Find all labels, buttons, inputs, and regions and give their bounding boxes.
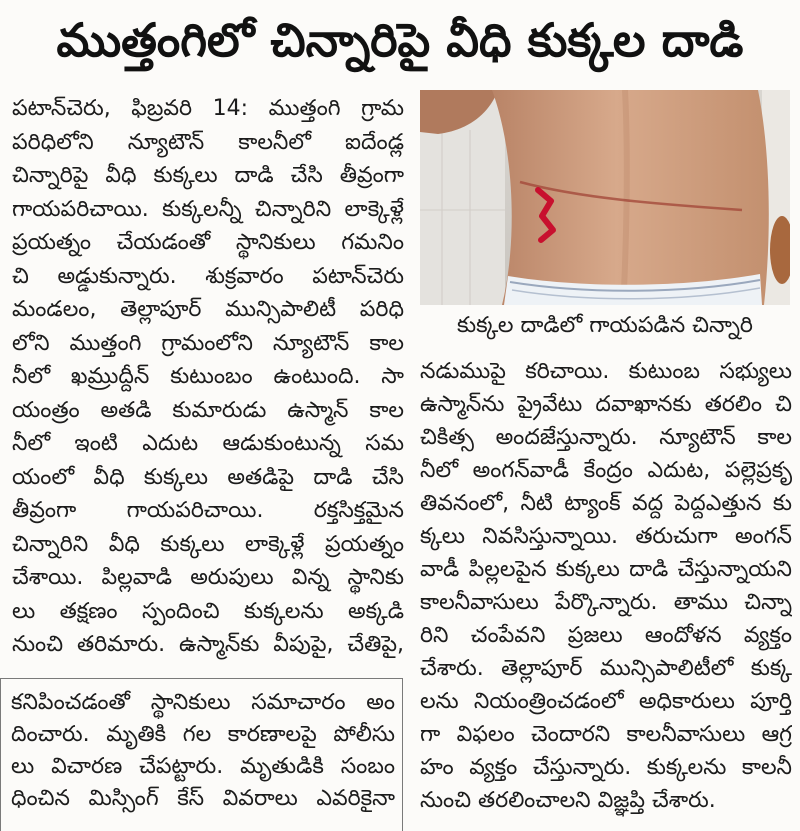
article-text-line: పరిధిలోని న్యూటౌన్ కాలనీలో ఐదేండ్ల	[12, 129, 404, 155]
article-text-line: చికిత్స అందజేస్తున్నారు. న్యూటౌన్ కాల	[420, 425, 792, 450]
article-text-line: హం వ్యక్తం చేస్తున్నారు. కుక్కలను కాలనీ	[420, 755, 792, 780]
article-photo	[420, 90, 790, 305]
article-text-line: తివనంలో, నీటి ట్యాంక్ వద్ద పెద్దఎత్తున కు	[420, 491, 792, 516]
article-text-line: వాడీ పిల్లలపైన కుక్కలు దాడి చేస్తున్నాయని	[420, 557, 792, 582]
child-back	[492, 90, 769, 305]
article-text-line: నడుముపై కరిచాయి. కుటుంబ సభ్యులు	[420, 359, 792, 384]
article-text-line: నుంచి తరిమారు. ఉస్మాన్‌కు వీపుపై, చేతిపై,	[12, 632, 404, 657]
article-text-line: చి అడ్డుకున్నారు. శుక్రవారం పటాన్‌చెరు	[12, 263, 404, 289]
article-text-line: నీలో ఇంటి ఎదుట ఆడుకుంటున్న సమ	[12, 431, 404, 456]
article-text-line: పటాన్‌చెరు, ఫిబ్రవరి 14: ముత్తంగి గ్రామ	[12, 96, 404, 121]
article-text-line: తీవ్రంగా గాయపరిచాయి. రక్తసిక్తమైన	[12, 498, 404, 523]
article-text-line: చేశారు. తెల్లాపూర్ మున్సిపాలిటీలో కుక్క	[420, 656, 792, 681]
article-text-line: చేశాయి. పిల్లవాడి అరుపులు విన్న స్థానికు	[12, 565, 404, 590]
injured-child-back-photo	[420, 90, 790, 305]
article-text-line: ధించిన మిస్సింగ్ కేస్ వివరాలు ఎవరికైనా	[11, 786, 395, 811]
article-text-line: క్కలు నివసిస్తున్నాయి. తరుచుగా అంగన్	[420, 524, 792, 549]
article-text-line: లు విచారణ చేపట్టారు. మృతుడికి సంబం	[11, 754, 395, 779]
article-text-line: ప్రయత్నం చేయడంతో స్థానికులు గమనిం	[12, 230, 404, 255]
article-text-line: రిని చంపేవని ప్రజలు ఆందోళన వ్యక్తం	[420, 623, 792, 648]
article-text-line: లోని ముత్తంగి గ్రామంలోని న్యూటౌన్ కాల	[12, 330, 404, 356]
continuation-text	[11, 687, 395, 815]
article-text-line: గా విఫలం చెందారని కాలనీవాసులు ఆగ్ర	[420, 722, 792, 747]
headline: ముత్తంగిలో చిన్నారిపై వీధి కుక్కల దాడి	[56, 13, 744, 67]
article-text-line: నీలో అంగన్‌వాడీ కేంద్రం ఎదుట, పల్లెప్రకృ	[420, 458, 792, 483]
article-text-line: యంత్రం అతడి కుమారుడు ఉస్మాన్ కాల	[12, 397, 404, 423]
article-column-left	[12, 92, 404, 664]
article-text-line: కనిపించడంతో స్థానికులు సమాచారం అం	[11, 690, 395, 715]
article-text-line: కాలనీవాసులు పేర్కొన్నారు. తాము చిన్నా	[420, 590, 792, 615]
article-text-line: యంలో వీధి కుక్కలు అతడిపై దాడి చేసి	[12, 464, 404, 490]
article-text-line: దించారు. మృతికి గల కారణాలపై పోలీసు	[11, 722, 395, 747]
article-text-line: లను నియంత్రించడంలో అధికారులు పూర్తి	[420, 689, 792, 714]
article-text-line: చిన్నారిపై వీధి కుక్కలు దాడి చేసి తీవ్రంగా	[12, 163, 404, 188]
article-text-line: గాయపరిచాయి. కుక్కలన్నీ చిన్నారిని లాక్కెళ్లే	[12, 196, 404, 222]
article-text-line: లు తక్షణం స్పందించి కుక్కలను అక్కడి	[12, 598, 404, 624]
photo-caption: కుక్కల దాడిలో గాయపడిన చిన్నారి	[457, 313, 753, 338]
article-text-line: మండలం, తెల్లాపూర్ మున్సిపాలిటీ పరిధి	[12, 297, 404, 322]
article-text-line: నీలో ఖమ్రుద్దీన్ కుటుంబం ఉంటుంది. సా	[12, 364, 404, 389]
article-text-line: చిన్నారిని వీధి కుక్కలు లాక్కెళ్లే ప్రయత్నం	[12, 531, 404, 557]
article-text-line: నుంచి తరలించాలని విజ్ఞప్తి చేశారు.	[420, 788, 716, 813]
continuation-box	[0, 678, 403, 831]
article-text-line: ఉస్మాన్‌ను ప్రైవేటు దవాఖానకు తరలిం చి	[420, 392, 792, 417]
spine-shadow	[624, 90, 627, 290]
article-column-right	[420, 355, 792, 825]
